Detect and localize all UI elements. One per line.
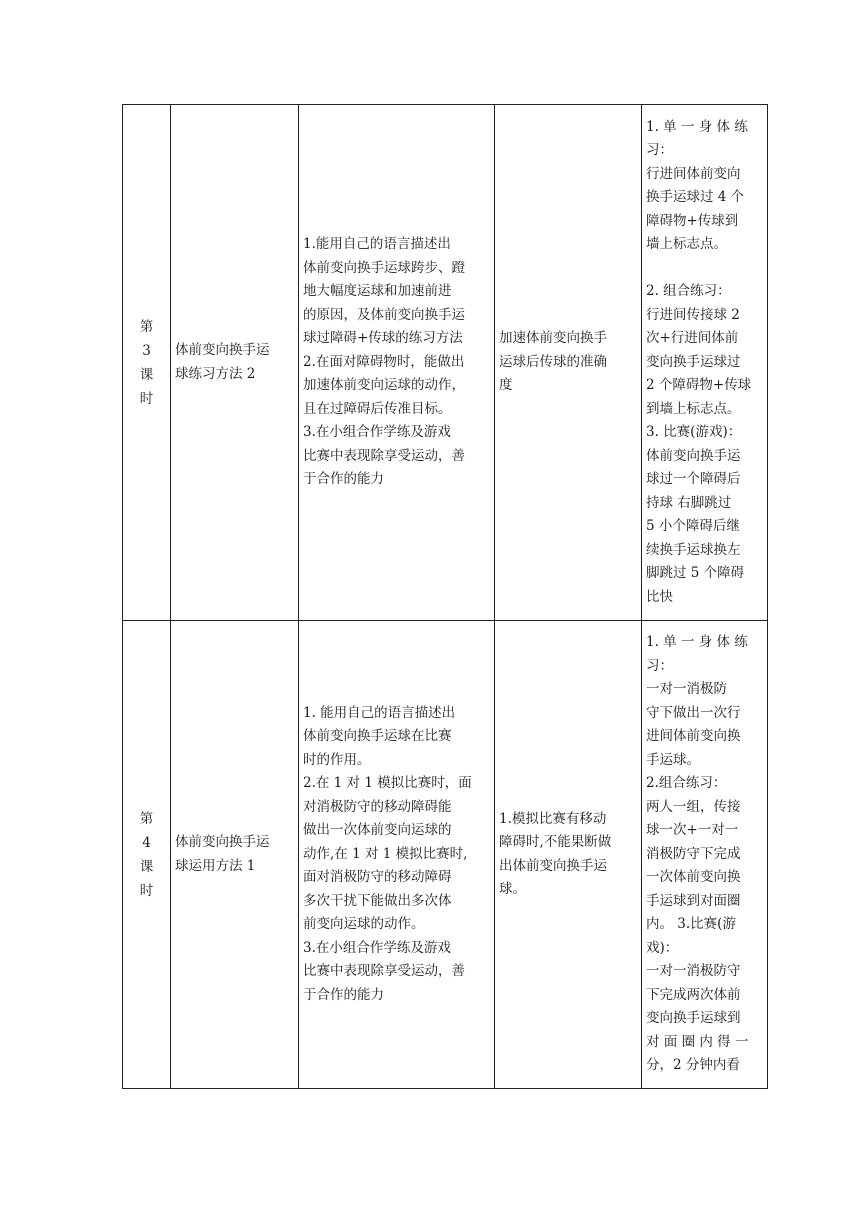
text-line: 守下做出一次行 bbox=[646, 704, 741, 721]
lesson-number-char: 课 bbox=[139, 366, 154, 383]
text-line: 脚跳过 5 个障碍 bbox=[646, 565, 745, 582]
text-line: 球过障碍+传球的练习方法 bbox=[303, 330, 463, 347]
text-line: 且在过障碍后传准目标。 bbox=[303, 400, 452, 417]
text-line: 2 个障碍物+传球 bbox=[646, 377, 752, 394]
text-line: 1. 能用自己的语言描述出 bbox=[303, 704, 456, 721]
text-line: 一对一消极防守 bbox=[646, 963, 741, 980]
text-line: 前变向运球的动作。 bbox=[303, 916, 425, 933]
lesson-number-char: 第 bbox=[139, 810, 154, 827]
text-line: 习： bbox=[646, 657, 673, 674]
blank-line bbox=[646, 257, 763, 281]
text-line: 行进间传接球 2 bbox=[646, 306, 740, 323]
text-line: 出体前变向换手运 bbox=[499, 857, 607, 874]
text-line: 运球后传球的准确 bbox=[499, 353, 607, 370]
activities-cell bbox=[642, 621, 768, 1089]
text-line: 分，2 分钟内看 bbox=[646, 1057, 740, 1074]
text-line: 习： bbox=[646, 142, 673, 159]
text-line: 2.在面对障碍物时，能做出 bbox=[303, 353, 465, 370]
lesson-number-char: 课 bbox=[139, 858, 154, 875]
text-line: 进间体前变向换 bbox=[646, 728, 741, 745]
text-line: 一次体前变向换 bbox=[646, 869, 741, 886]
text-line: 3.在小组合作学练及游戏 bbox=[303, 424, 451, 441]
text-line: 墙上标志点。 bbox=[646, 236, 727, 253]
text-line: 1.模拟比赛有移动 bbox=[499, 810, 607, 827]
text-line: 球运用方法 1 bbox=[175, 857, 256, 874]
text-line: 动作,在 1 对 1 模拟比赛时, bbox=[303, 845, 468, 862]
text-line: 两人一组，传接 bbox=[646, 798, 741, 815]
lesson-plan-table bbox=[122, 104, 768, 1089]
text-line: 比赛中表现除享受运动，善 bbox=[303, 963, 465, 980]
text-line: 的原因，及体前变向换手运 bbox=[303, 306, 465, 323]
text-line: 5 小个障碍后继 bbox=[646, 518, 740, 535]
text-line: 3. 比赛(游戏)： bbox=[646, 424, 742, 441]
difficulty-cell bbox=[495, 621, 642, 1089]
text-line: 消极防守下完成 bbox=[646, 845, 741, 862]
text-line: 1. 单 一 身 体 练 bbox=[646, 634, 748, 651]
lesson-number-char: 3 bbox=[142, 342, 151, 359]
text-line: 球一次+一对一 bbox=[646, 822, 739, 839]
text-line: 下完成两次体前 bbox=[646, 986, 741, 1003]
text-line: 行进间体前变向 bbox=[646, 165, 741, 182]
text-line: 戏)： bbox=[646, 939, 679, 956]
text-line: 地大幅度运球和加速前进 bbox=[303, 283, 452, 300]
table-row bbox=[123, 105, 768, 621]
text-line: 障碍物+传球到 bbox=[646, 212, 739, 229]
text-line: 球。 bbox=[499, 881, 526, 897]
text-line: 球过一个障碍后 bbox=[646, 471, 741, 488]
lesson-number-char: 第 bbox=[139, 318, 154, 335]
table-row bbox=[123, 621, 768, 1089]
text-line: 面对消极防守的移动障碍 bbox=[303, 869, 452, 886]
text-line: 障碍时,不能果断做 bbox=[499, 834, 612, 850]
text-line: 时的作用。 bbox=[303, 751, 371, 768]
difficulty-cell bbox=[495, 105, 642, 621]
lesson-number-char: 4 bbox=[142, 834, 151, 851]
text-line: 变向换手运球过 bbox=[646, 353, 741, 370]
text-line: 续换手运球换左 bbox=[646, 541, 741, 558]
text-line: 对消极防守的移动障碍能 bbox=[303, 798, 452, 815]
text-line: 对 面 圈 内 得 一 bbox=[646, 1033, 749, 1050]
lesson-number-cell bbox=[123, 621, 171, 1089]
text-line: 体前变向换手运球在比赛 bbox=[303, 728, 452, 745]
text-line: 2. 组合练习： bbox=[646, 283, 731, 300]
lesson-number-char: 时 bbox=[139, 882, 154, 899]
lesson-number-char: 时 bbox=[139, 390, 154, 407]
text-line: 体前变向换手运 bbox=[646, 447, 741, 464]
text-line: 手运球到对面圈 bbox=[646, 892, 741, 909]
text-line: 加速体前变向运球的动作， bbox=[303, 377, 465, 394]
text-line: 到墙上标志点。 bbox=[646, 400, 741, 417]
text-line: 多次干扰下能做出多次体 bbox=[303, 892, 452, 909]
text-line: 3.在小组合作学练及游戏 bbox=[303, 939, 451, 956]
text-line: 度 bbox=[499, 377, 513, 394]
text-line: 于合作的能力 bbox=[303, 471, 384, 488]
text-line: 加速体前变向换手 bbox=[499, 330, 607, 347]
lesson-table-body bbox=[123, 105, 768, 1089]
text-line: 1. 单 一 身 体 练 bbox=[646, 118, 748, 135]
learning-goals-cell bbox=[299, 621, 495, 1089]
text-line: 2.组合练习： bbox=[646, 775, 727, 792]
text-line: 比快 bbox=[646, 588, 673, 605]
text-line: 做出一次体前变向运球的 bbox=[303, 822, 452, 839]
text-line: 换手运球过 4 个 bbox=[646, 189, 745, 206]
text-line: 一对一消极防 bbox=[646, 681, 727, 698]
text-line: 体前变向换手运 bbox=[175, 342, 270, 358]
learning-goals-cell bbox=[299, 105, 495, 621]
text-line: 球练习方法 2 bbox=[175, 365, 256, 382]
text-line: 持球 右脚跳过 bbox=[646, 494, 732, 511]
text-line: 比赛中表现除享受运动，善 bbox=[303, 447, 465, 464]
text-line: 体前变向换手运球跨步、蹬 bbox=[303, 259, 465, 276]
text-line: 1.能用自己的语言描述出 bbox=[303, 236, 451, 253]
lesson-number-cell bbox=[123, 105, 171, 621]
lesson-title-cell bbox=[171, 621, 299, 1089]
text-line: 手运球。 bbox=[646, 751, 700, 768]
text-line: 内。 3.比赛(游 bbox=[646, 916, 736, 933]
text-line: 于合作的能力 bbox=[303, 986, 384, 1003]
lesson-title-cell bbox=[171, 105, 299, 621]
text-line: 变向换手运球到 bbox=[646, 1010, 741, 1027]
text-line: 体前变向换手运 bbox=[175, 834, 270, 850]
text-line: 2.在 1 对 1 模拟比赛时，面 bbox=[303, 775, 472, 792]
text-line: 次+行进间体前 bbox=[646, 330, 739, 347]
activities-cell bbox=[642, 105, 768, 621]
